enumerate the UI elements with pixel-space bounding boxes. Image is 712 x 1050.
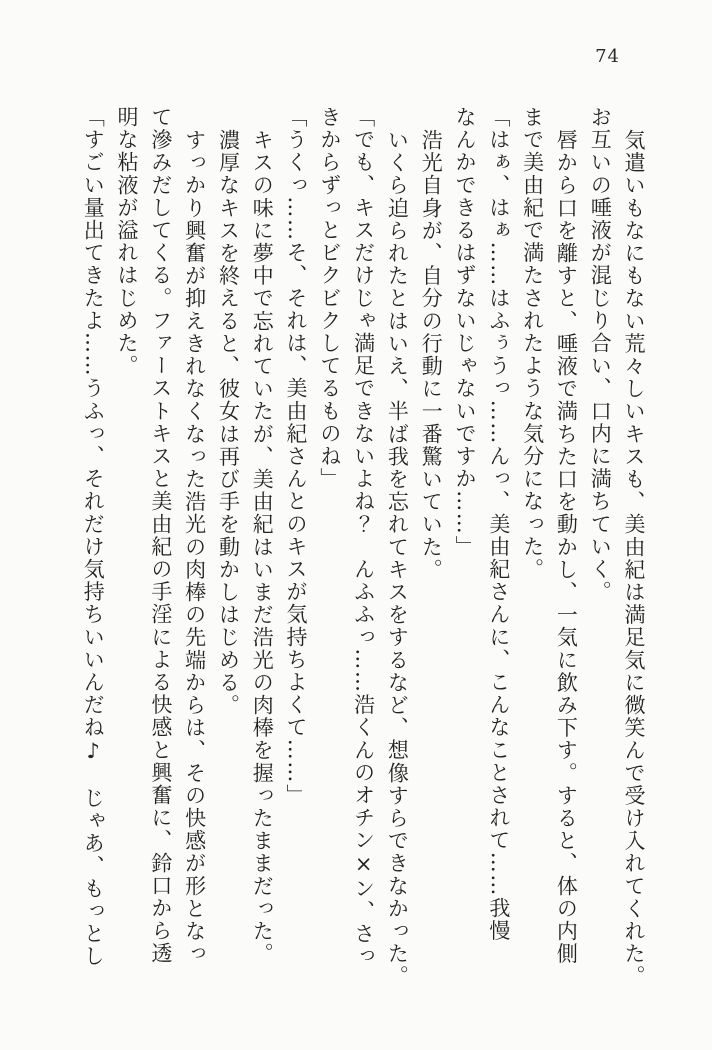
text-line: 濃厚なキスを終えると、彼女は再び手を動かしはじめる。 bbox=[216, 129, 241, 717]
text-line: 「うくっ……そ、それは、美由紀さんとのキスが気持ちよくて……」 bbox=[284, 106, 309, 807]
text-line: なんかできるはずないじゃないですか……」 bbox=[453, 106, 478, 558]
text-line: 「でも、キスだけじゃ満足できないよね？ んふふっ……浩くんのオチン×ン、さっ bbox=[351, 106, 376, 968]
vertical-text-block bbox=[75, 106, 650, 1006]
text-line: 「はぁ、はぁ……はふぅうっ……んっ、美由紀さんに、こんなことされて……我慢 bbox=[486, 106, 511, 943]
text-line: まで美由紀で満たされたような気分になった。 bbox=[520, 106, 545, 581]
text-line: て滲みだしてくる。ファーストキスと美由紀の手淫による快感と興奮に、鈴口から透 bbox=[148, 106, 173, 965]
text-line: 唇から口を離すと、唾液で満ちた口を動かし、一気に飲み下す。すると、体の内側 bbox=[554, 129, 579, 966]
text-line: 明な粘液が溢れはじめた。 bbox=[115, 106, 140, 378]
text-line: きからずっとビクビクしてるものね」 bbox=[317, 106, 342, 491]
text-line: 気遣いもなにもない荒々しいキスも、美由紀は満足気に微笑んで受け入れてくれた。 bbox=[622, 129, 646, 988]
text-line: キスの味に夢中で忘れていたが、美由紀はいまだ浩光の肉棒を握ったままだった。 bbox=[250, 129, 275, 966]
text-line: 浩光自身が、自分の行動に一番驚いていた。 bbox=[419, 129, 444, 581]
text-line: いくら迫られたとはいえ、半ば我を忘れてキスをするなど、想像すらできなかった。 bbox=[385, 129, 410, 988]
text-line: すっかり興奮が抑えきれなくなった浩光の肉棒の先端からは、その快感が形となっ bbox=[182, 129, 207, 966]
text-line: お互いの唾液が混じり合い、口内に満ちていく。 bbox=[588, 106, 613, 604]
text-line: 「すごい量出てきたよ……うふっ、それだけ気持ちいいんだね♪ じゃあ、もっとし bbox=[81, 106, 106, 968]
page-number: 74 bbox=[595, 46, 620, 67]
